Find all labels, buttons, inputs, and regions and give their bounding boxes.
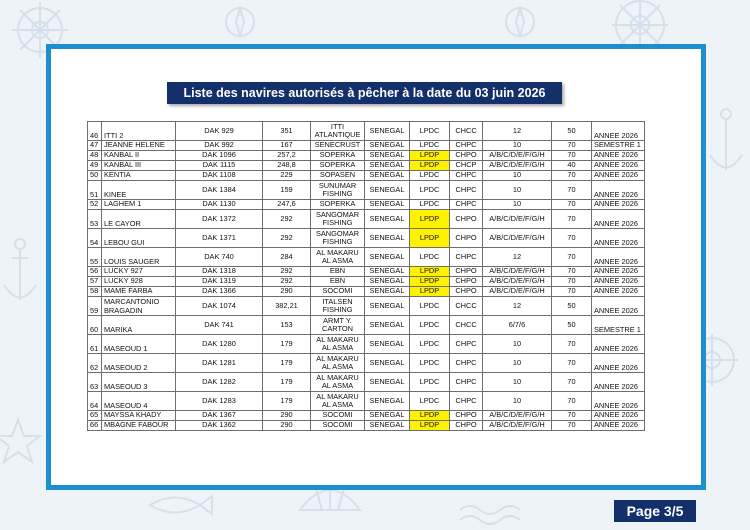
cell-row-number: 60 (88, 316, 102, 335)
cell-registration: DAK 1366 (176, 287, 263, 297)
cell-license-type: LPDC (410, 373, 450, 392)
cell-flag: SENEGAL (365, 210, 410, 229)
cell-gross-tonnage: 382,21 (263, 297, 311, 316)
cell-validity-period: ANNEE 2026 (592, 354, 645, 373)
cell-registration: DAK 1281 (176, 354, 263, 373)
cell-category: CHCC (450, 297, 483, 316)
cell-vessel-name: MARCANTONIO BRAGADIN (102, 297, 176, 316)
cell-category: CHPC (450, 354, 483, 373)
table-row (88, 354, 645, 373)
cell-flag: SENEGAL (365, 151, 410, 161)
cell-license-type: LPDC (410, 141, 450, 151)
cell-row-number: 50 (88, 171, 102, 181)
cell-owner: SOPERKA (311, 161, 365, 171)
cell-flag: SENEGAL (365, 411, 410, 421)
cell-gross-tonnage: 179 (263, 335, 311, 354)
cell-category: CHCC (450, 316, 483, 335)
cell-row-number: 56 (88, 267, 102, 277)
cell-flag: SENEGAL (365, 229, 410, 248)
cell-license-type: LPDP (410, 287, 450, 297)
cell-duration: 50 (552, 122, 592, 141)
cell-vessel-name: MBAGNE FABOUR (102, 421, 176, 431)
cell-validity-period: ANNEE 2026 (592, 200, 645, 210)
cell-category: CHPC (450, 392, 483, 411)
cell-gross-tonnage: 179 (263, 392, 311, 411)
cell-license-type: LPDC (410, 392, 450, 411)
cell-registration: DAK 1371 (176, 229, 263, 248)
cell-row-number: 53 (88, 210, 102, 229)
cell-owner: AL MAKARU AL ASMA (311, 354, 365, 373)
cell-vessel-name: MASEOUD 2 (102, 354, 176, 373)
cell-owner: ITALSEN FISHING (311, 297, 365, 316)
cell-validity-period: ANNEE 2026 (592, 411, 645, 421)
cell-validity-period: ANNEE 2026 (592, 210, 645, 229)
cell-zones: 10 (483, 373, 552, 392)
cell-flag: SENEGAL (365, 373, 410, 392)
cell-vessel-name: LUCKY 928 (102, 277, 176, 287)
cell-license-type: LPDC (410, 297, 450, 316)
cell-owner: SENECRUST (311, 141, 365, 151)
cell-row-number: 48 (88, 151, 102, 161)
cell-zones: 10 (483, 171, 552, 181)
cell-validity-period: ANNEE 2026 (592, 171, 645, 181)
cell-registration: DAK 929 (176, 122, 263, 141)
table-row (88, 392, 645, 411)
cell-zones: A/B/C/D/E/F/G/H (483, 421, 552, 431)
cell-duration: 70 (552, 141, 592, 151)
table-row (88, 171, 645, 181)
table-row (88, 200, 645, 210)
cell-category: CHPO (450, 229, 483, 248)
cell-zones: 10 (483, 141, 552, 151)
table-row (88, 161, 645, 171)
table-row (88, 411, 645, 421)
cell-gross-tonnage: 159 (263, 181, 311, 200)
cell-vessel-name: ITTI 2 (102, 122, 176, 141)
cell-gross-tonnage: 292 (263, 267, 311, 277)
table-row (88, 335, 645, 354)
table-row (88, 151, 645, 161)
cell-vessel-name: LOUIS SAUGER (102, 248, 176, 267)
cell-license-type: LPDP (410, 229, 450, 248)
cell-zones: 10 (483, 181, 552, 200)
cell-category: CHPC (450, 141, 483, 151)
cell-zones: A/B/C/D/E/F/G/H (483, 229, 552, 248)
cell-license-type: LPDC (410, 200, 450, 210)
cell-vessel-name: MASEOUD 3 (102, 373, 176, 392)
cell-vessel-name: KENTIA (102, 171, 176, 181)
cell-gross-tonnage: 247,6 (263, 200, 311, 210)
cell-row-number: 59 (88, 297, 102, 316)
cell-gross-tonnage: 179 (263, 373, 311, 392)
cell-flag: SENEGAL (365, 335, 410, 354)
table-row (88, 277, 645, 287)
cell-duration: 70 (552, 392, 592, 411)
cell-gross-tonnage: 351 (263, 122, 311, 141)
cell-zones: A/B/C/D/E/F/G/H (483, 287, 552, 297)
cell-row-number: 62 (88, 354, 102, 373)
cell-owner: SOCOMI (311, 287, 365, 297)
cell-row-number: 58 (88, 287, 102, 297)
cell-category: CHPO (450, 267, 483, 277)
cell-registration: DAK 992 (176, 141, 263, 151)
cell-category: CHPO (450, 287, 483, 297)
cell-zones: 10 (483, 354, 552, 373)
table-row (88, 210, 645, 229)
cell-license-type: LPDP (410, 411, 450, 421)
cell-validity-period: ANNEE 2026 (592, 287, 645, 297)
cell-zones: 10 (483, 335, 552, 354)
cell-owner: SOCOMI (311, 421, 365, 431)
cell-category: CHPC (450, 171, 483, 181)
cell-owner: AL MAKARU AL ASMA (311, 335, 365, 354)
cell-license-type: LPDP (410, 267, 450, 277)
cell-validity-period: SEMESTRE 1 (592, 316, 645, 335)
cell-vessel-name: MASEOUD 4 (102, 392, 176, 411)
cell-category: CHPC (450, 248, 483, 267)
table-row (88, 181, 645, 200)
cell-duration: 70 (552, 354, 592, 373)
cell-flag: SENEGAL (365, 171, 410, 181)
cell-validity-period: ANNEE 2026 (592, 161, 645, 171)
cell-vessel-name: LEBOU GUI (102, 229, 176, 248)
cell-row-number: 54 (88, 229, 102, 248)
page-title: Liste des navires autorisés à pêcher à la date du 03 juin 2026 (167, 82, 562, 104)
cell-registration: DAK 740 (176, 248, 263, 267)
cell-zones: 12 (483, 122, 552, 141)
cell-zones: 12 (483, 297, 552, 316)
cell-gross-tonnage: 229 (263, 171, 311, 181)
cell-gross-tonnage: 167 (263, 141, 311, 151)
cell-flag: SENEGAL (365, 297, 410, 316)
cell-registration: DAK 1115 (176, 161, 263, 171)
table-row (88, 122, 645, 141)
cell-license-type: LPDP (410, 277, 450, 287)
cell-registration: DAK 1319 (176, 277, 263, 287)
cell-category: CHPO (450, 151, 483, 161)
cell-owner: EBN (311, 277, 365, 287)
cell-category: CHCP (450, 161, 483, 171)
cell-owner: EBN (311, 267, 365, 277)
cell-license-type: LPDP (410, 161, 450, 171)
cell-duration: 50 (552, 297, 592, 316)
page-number-badge: Page 3/5 (614, 500, 696, 522)
cell-vessel-name: LE CAYOR (102, 210, 176, 229)
cell-validity-period: ANNEE 2026 (592, 181, 645, 200)
cell-vessel-name: KINEE (102, 181, 176, 200)
cell-zones: A/B/C/D/E/F/G/H (483, 267, 552, 277)
cell-zones: A/B/C/D/E/F/G/H (483, 277, 552, 287)
cell-row-number: 57 (88, 277, 102, 287)
cell-flag: SENEGAL (365, 181, 410, 200)
cell-gross-tonnage: 290 (263, 421, 311, 431)
vessel-table (87, 121, 645, 431)
cell-registration: DAK 1384 (176, 181, 263, 200)
cell-duration: 70 (552, 200, 592, 210)
cell-registration: DAK 1108 (176, 171, 263, 181)
table-row (88, 421, 645, 431)
cell-gross-tonnage: 179 (263, 354, 311, 373)
cell-validity-period: ANNEE 2026 (592, 229, 645, 248)
cell-duration: 70 (552, 171, 592, 181)
cell-flag: SENEGAL (365, 316, 410, 335)
cell-license-type: LPDC (410, 171, 450, 181)
cell-duration: 50 (552, 316, 592, 335)
table-row (88, 373, 645, 392)
cell-duration: 70 (552, 248, 592, 267)
cell-validity-period: ANNEE 2026 (592, 248, 645, 267)
cell-validity-period: ANNEE 2026 (592, 373, 645, 392)
cell-gross-tonnage: 292 (263, 210, 311, 229)
cell-zones: 10 (483, 200, 552, 210)
anchor-icon (4, 239, 36, 300)
cell-validity-period: ANNEE 2026 (592, 335, 645, 354)
cell-license-type: LPDP (410, 151, 450, 161)
cell-owner: ARMT Y. CARTON (311, 316, 365, 335)
cell-flag: SENEGAL (365, 421, 410, 431)
cell-owner: SANGOMAR FISHING (311, 229, 365, 248)
cell-zones: A/B/C/D/E/F/G/H (483, 411, 552, 421)
cell-license-type: LPDC (410, 248, 450, 267)
cell-validity-period: ANNEE 2026 (592, 122, 645, 141)
cell-vessel-name: MAME FARBA (102, 287, 176, 297)
cell-license-type: LPDC (410, 181, 450, 200)
cell-flag: SENEGAL (365, 161, 410, 171)
cell-vessel-name: JEANNE HELENE (102, 141, 176, 151)
cell-gross-tonnage: 292 (263, 277, 311, 287)
cell-registration: DAK 1130 (176, 200, 263, 210)
cell-row-number: 51 (88, 181, 102, 200)
cell-flag: SENEGAL (365, 354, 410, 373)
cell-validity-period: ANNEE 2026 (592, 421, 645, 431)
cell-registration: DAK 741 (176, 316, 263, 335)
cell-license-type: LPDP (410, 421, 450, 431)
cell-registration: DAK 1096 (176, 151, 263, 161)
cell-owner: AL MAKARU AL ASMA (311, 392, 365, 411)
cell-registration: DAK 1074 (176, 297, 263, 316)
cell-vessel-name: MAYSSA KHADY (102, 411, 176, 421)
table-row (88, 141, 645, 151)
cell-validity-period: ANNEE 2026 (592, 277, 645, 287)
cell-owner: SANGOMAR FISHING (311, 210, 365, 229)
table-row (88, 229, 645, 248)
cell-gross-tonnage: 290 (263, 287, 311, 297)
cell-validity-period: ANNEE 2026 (592, 151, 645, 161)
cell-gross-tonnage: 284 (263, 248, 311, 267)
compass-icon (506, 8, 534, 36)
cell-category: CHPC (450, 373, 483, 392)
cell-registration: DAK 1282 (176, 373, 263, 392)
cell-category: CHPO (450, 411, 483, 421)
cell-flag: SENEGAL (365, 287, 410, 297)
cell-registration: DAK 1362 (176, 421, 263, 431)
cell-row-number: 46 (88, 122, 102, 141)
cell-duration: 70 (552, 267, 592, 277)
cell-vessel-name: LUCKY 927 (102, 267, 176, 277)
cell-duration: 40 (552, 161, 592, 171)
table-row (88, 267, 645, 277)
cell-row-number: 65 (88, 411, 102, 421)
cell-row-number: 55 (88, 248, 102, 267)
cell-category: CHPO (450, 210, 483, 229)
cell-license-type: LPDC (410, 354, 450, 373)
cell-category: CHPO (450, 421, 483, 431)
cell-registration: DAK 1280 (176, 335, 263, 354)
starfish-icon (0, 420, 40, 462)
cell-registration: DAK 1367 (176, 411, 263, 421)
cell-license-type: LPDC (410, 122, 450, 141)
cell-duration: 70 (552, 181, 592, 200)
cell-vessel-name: MASEOUD 1 (102, 335, 176, 354)
table-row (88, 287, 645, 297)
cell-license-type: LPDP (410, 210, 450, 229)
cell-vessel-name: MARIKA (102, 316, 176, 335)
wave-icon (460, 506, 520, 524)
cell-license-type: LPDC (410, 335, 450, 354)
cell-validity-period: ANNEE 2026 (592, 297, 645, 316)
cell-duration: 70 (552, 210, 592, 229)
cell-flag: SENEGAL (365, 141, 410, 151)
cell-vessel-name: LAGHEM 1 (102, 200, 176, 210)
cell-category: CHPC (450, 181, 483, 200)
cell-duration: 70 (552, 421, 592, 431)
cell-flag: SENEGAL (365, 277, 410, 287)
cell-owner: SOPERKA (311, 200, 365, 210)
table-row (88, 297, 645, 316)
cell-row-number: 61 (88, 335, 102, 354)
cell-gross-tonnage: 290 (263, 411, 311, 421)
cell-owner: SOCOMI (311, 411, 365, 421)
cell-gross-tonnage: 248,8 (263, 161, 311, 171)
cell-registration: DAK 1372 (176, 210, 263, 229)
cell-category: CHCC (450, 122, 483, 141)
cell-vessel-name: KANBAL III (102, 161, 176, 171)
cell-row-number: 52 (88, 200, 102, 210)
cell-gross-tonnage: 153 (263, 316, 311, 335)
cell-zones: 6/7/6 (483, 316, 552, 335)
cell-duration: 70 (552, 335, 592, 354)
cell-duration: 70 (552, 411, 592, 421)
cell-zones: A/B/C/D/E/F/G/H (483, 151, 552, 161)
table-row (88, 316, 645, 335)
cell-category: CHPC (450, 335, 483, 354)
cell-gross-tonnage: 292 (263, 229, 311, 248)
fish-icon (150, 496, 212, 514)
cell-duration: 70 (552, 277, 592, 287)
cell-owner: SOPASEN (311, 171, 365, 181)
cell-registration: DAK 1283 (176, 392, 263, 411)
cell-zones: A/B/C/D/E/F/G/H (483, 210, 552, 229)
cell-row-number: 47 (88, 141, 102, 151)
cell-owner: ITTI ATLANTIQUE (311, 122, 365, 141)
compass-icon (226, 8, 254, 36)
cell-validity-period: ANNEE 2026 (592, 392, 645, 411)
cell-flag: SENEGAL (365, 392, 410, 411)
cell-row-number: 64 (88, 392, 102, 411)
cell-validity-period: ANNEE 2026 (592, 267, 645, 277)
cell-duration: 70 (552, 151, 592, 161)
cell-vessel-name: KANBAL II (102, 151, 176, 161)
table-row (88, 248, 645, 267)
cell-row-number: 66 (88, 421, 102, 431)
cell-owner: AL MAKARU AL ASMA (311, 373, 365, 392)
cell-validity-period: SEMESTRE 1 (592, 141, 645, 151)
cell-flag: SENEGAL (365, 248, 410, 267)
cell-category: CHPO (450, 277, 483, 287)
cell-registration: DAK 1318 (176, 267, 263, 277)
cell-flag: SENEGAL (365, 122, 410, 141)
cell-license-type: LPDC (410, 316, 450, 335)
anchor-icon (710, 109, 742, 170)
cell-duration: 70 (552, 373, 592, 392)
cell-flag: SENEGAL (365, 200, 410, 210)
cell-gross-tonnage: 257,2 (263, 151, 311, 161)
cell-flag: SENEGAL (365, 267, 410, 277)
cell-duration: 70 (552, 287, 592, 297)
cell-owner: SOPERKA (311, 151, 365, 161)
cell-zones: 12 (483, 248, 552, 267)
cell-duration: 70 (552, 229, 592, 248)
cell-owner: AL MAKARU AL ASMA (311, 248, 365, 267)
cell-zones: 10 (483, 392, 552, 411)
cell-row-number: 49 (88, 161, 102, 171)
cell-category: CHPC (450, 200, 483, 210)
cell-row-number: 63 (88, 373, 102, 392)
cell-owner: SUNUMAR FISHING (311, 181, 365, 200)
cell-zones: A/B/C/D/E/F/G/H (483, 161, 552, 171)
